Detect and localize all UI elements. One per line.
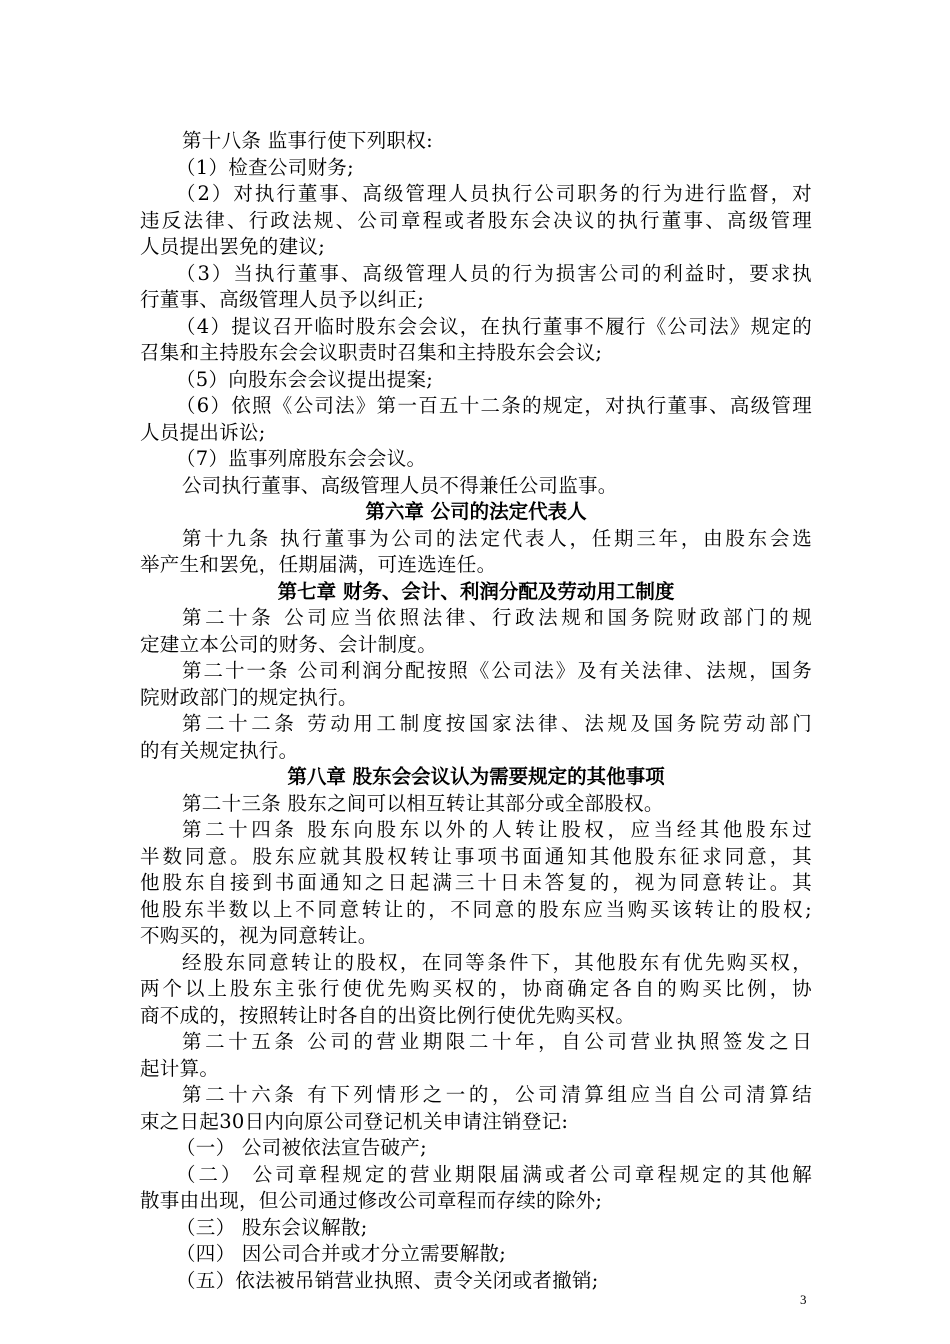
- text-line: 举产生和罢免，任期届满，可连选连任。: [140, 553, 497, 576]
- text-line: （2）对执行董事、高级管理人员执行公司职务的行为进行监督，对: [176, 182, 812, 205]
- document-body: [140, 128, 812, 1294]
- text-line: （3）当执行董事、高级管理人员的行为损害公司的利益时，要求执: [176, 261, 812, 285]
- text-line: （三） 股东会议解散;: [176, 1215, 368, 1239]
- text-line: 两个以上股东主张行使优先购买权的，协商确定各自的购买比例，协: [140, 977, 812, 1000]
- text-line: 定建立本公司的财务、会计制度。: [140, 632, 438, 656]
- text-line: 商不成的，按照转让时各自的出资比例行使优先购买权。: [140, 1003, 636, 1027]
- text-line: （7）监事列席股东会会议。: [176, 447, 427, 470]
- text-line: 他股东自接到书面通知之日起满三十日未答复的，视为同意转让。其: [140, 871, 812, 894]
- text-line: 经股东同意转让的股权，在同等条件下，其他股东有优先购买权，: [182, 950, 812, 974]
- text-line: 的有关规定执行。: [140, 738, 299, 762]
- text-line: （五）依法被吊销营业执照、责令关闭或者撤销;: [176, 1268, 599, 1292]
- text-line: 半数同意。股东应就其股权转让事项书面通知其他股东征求同意，其: [140, 844, 812, 868]
- text-line: 起计算。: [140, 1056, 220, 1080]
- text-line: 不购买的，视为同意转让。: [140, 924, 378, 947]
- text-line: 束之日起30日内向原公司登记机关申请注销登记:: [140, 1109, 569, 1133]
- text-line: 第二十一条 公司利润分配按照《公司法》及有关法律、法规，国务: [182, 659, 812, 682]
- text-line: 人员提出诉讼;: [140, 420, 266, 444]
- text-line: （四） 因公司合并或才分立需要解散;: [176, 1242, 507, 1265]
- text-line: （5）向股东会会议提出提案;: [176, 367, 434, 391]
- chapter-heading: 第六章 公司的法定代表人: [365, 500, 587, 523]
- chapter-heading: 第七章 财务、会计、利润分配及劳动用工制度: [277, 579, 675, 603]
- text-line: 第十九条 执行董事为公司的法定代表人，任期三年，由股东会选: [182, 526, 812, 550]
- text-line: 第二十二条 劳动用工制度按国家法律、法规及国务院劳动部门: [182, 712, 812, 735]
- text-line: 他股东半数以上不同意转让的，不同意的股东应当购买该转让的股权;: [140, 897, 812, 921]
- text-line: 院财政部门的规定执行。: [140, 685, 358, 709]
- chapter-heading: 第八章 股东会会议认为需要规定的其他事项: [287, 765, 665, 788]
- text-line: （一） 公司被依法宣告破产;: [176, 1136, 427, 1159]
- text-line: 行董事、高级管理人员予以纠正;: [140, 288, 425, 311]
- text-line: 散事由出现，但公司通过修改公司章程而存续的除外;: [140, 1189, 603, 1212]
- text-line: 第十八条 监事行使下列职权:: [182, 129, 433, 152]
- text-line: 公司执行董事、高级管理人员不得兼任公司监事。: [182, 473, 618, 497]
- page-number: 3: [800, 1292, 807, 1307]
- text-line: （6）依照《公司法》第一百五十二条的规定，对执行董事、高级管理: [176, 394, 812, 417]
- text-line: 召集和主持股东会会议职责时召集和主持股东会会议;: [140, 341, 603, 364]
- text-line: （1）检查公司财务;: [176, 155, 354, 179]
- text-line: 第二十六条 有下列情形之一的，公司清算组应当自公司清算结: [182, 1083, 812, 1106]
- text-line: 违反法律、行政法规、公司章程或者股东会决议的执行董事、高级管理: [140, 208, 812, 232]
- text-line: 人员提出罢免的建议;: [140, 235, 326, 258]
- text-line: 第二十三条 股东之间可以相互转让其部分或全部股权。: [182, 791, 664, 815]
- text-line: 第二十四条 股东向股东以外的人转让股权，应当经其他股东过: [182, 818, 812, 841]
- text-line: 第二十条 公司应当依照法律、行政法规和国务院财政部门的规: [182, 606, 812, 629]
- text-line: （4）提议召开临时股东会会议，在执行董事不履行《公司法》规定的: [176, 314, 812, 338]
- text-line: （二） 公司章程规定的营业期限届满或者公司章程规定的其他解: [176, 1162, 812, 1186]
- text-line: 第二十五条 公司的营业期限二十年，自公司营业执照签发之日: [182, 1030, 812, 1053]
